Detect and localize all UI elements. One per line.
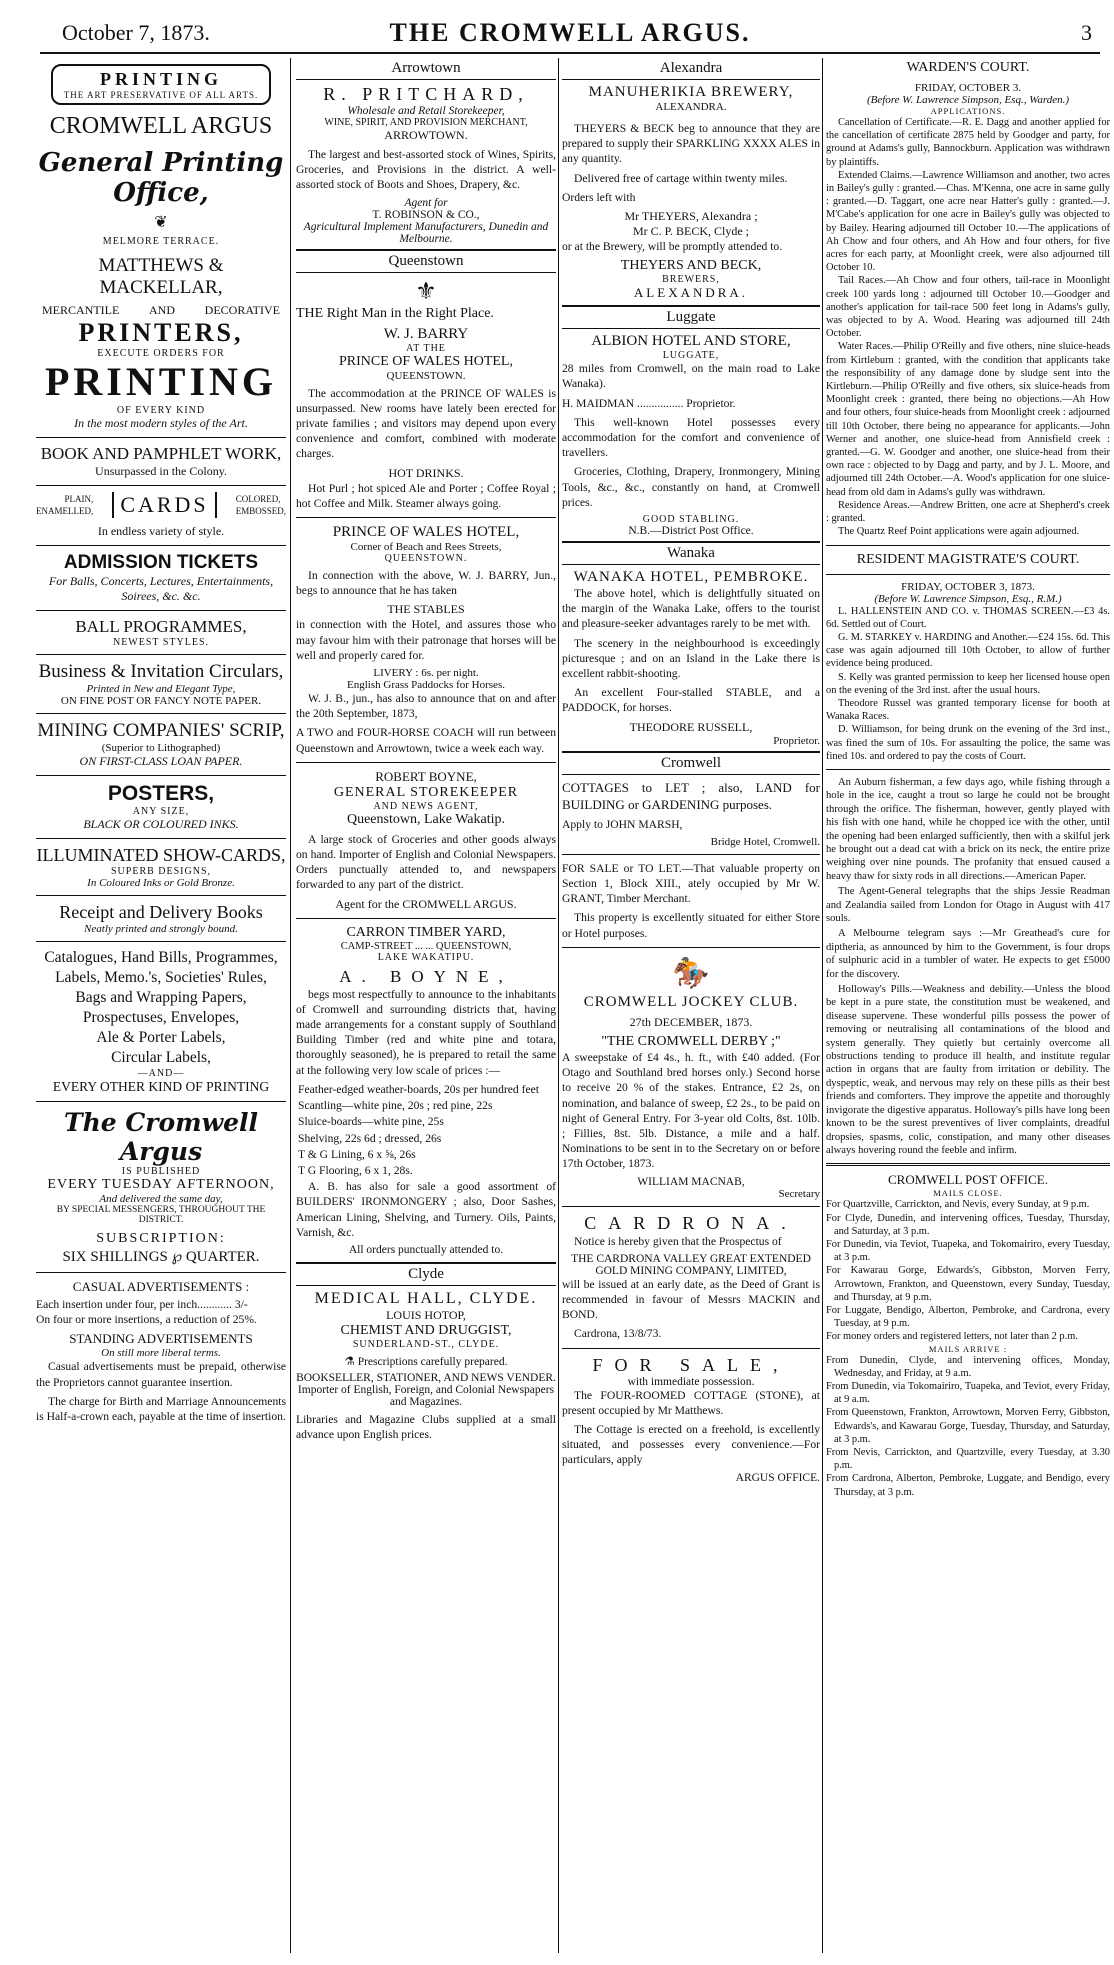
rm-report — [826, 605, 1110, 763]
cardrona-issued: will be issued at an early date, as the Deed of Grant is recommended in favour of Messrs MACKIN and BOND. — [562, 1277, 820, 1322]
liberal-terms: On still more liberal terms. — [101, 1347, 221, 1360]
bookseller: BOOKSELLER, STATIONER, AND NEWS VENDER. — [296, 1371, 556, 1384]
wanaka-scenery: The scenery in the neighbourhood is exceedingly picturesque ; and on an Island in the Lake there is excellent rabbit-shooting. — [562, 636, 820, 681]
cottages-heading: COTTAGES to LET ; also, LAND for BUILDING or GARDENING purposes. — [562, 779, 820, 812]
superb-designs: SUPERB DESIGNS, — [110, 866, 212, 877]
mail-close-item: For Quartzville, Carrickton, and Nevis, every Sunday, at 9 p.m. — [826, 1199, 1090, 1211]
coloured-inks: In Coloured Inks or Gold Bronze. — [87, 877, 235, 889]
unsurpassed: Unsurpassed in the Colony. — [95, 464, 227, 478]
theyers-beck: THEYERS AND BECK, — [620, 258, 762, 274]
argus-office: ARGUS OFFICE. — [735, 1471, 820, 1484]
mining-heading: MINING COMPANIES' SCRIP, — [37, 720, 285, 741]
wanaka-stable: An excellent Four-stalled STABLE, and a PADDOCK, for horses. — [562, 686, 820, 715]
ornament-icon: ❦ — [154, 214, 168, 231]
wardens-paragraph: The Quartz Reef Point applications were again adjourned. — [838, 526, 1080, 538]
delivered-same-day: And delivered the same day, — [99, 1193, 223, 1205]
english-grass: English Grass Paddocks for Horses. — [347, 679, 505, 692]
pwh-heading: PRINCE OF WALES HOTEL, — [339, 353, 513, 369]
business-heading: Business & Invitation Circulars, — [38, 661, 284, 682]
column-court-news — [826, 58, 1110, 1953]
catalogue-item: Labels, Memo.'s, Societies' Rules, — [55, 969, 267, 986]
price-item: T G Flooring, 6 x 1, 28s. — [298, 1163, 413, 1177]
orders-left: Orders left with — [562, 190, 636, 204]
albion-text: This well-known Hotel possesses every accommodation for the comfort and convenience of travellers. — [562, 415, 820, 460]
casual-heading: CASUAL ADVERTISEMENTS : — [72, 1279, 250, 1294]
charge-notice: The charge for Birth and Marriage Announcements is Half-a-crown each, payable at the time of insertion. — [36, 1394, 286, 1424]
racehorse-icon: 🏇 — [672, 956, 710, 990]
libraries: Libraries and Magazine Clubs supplied at a small advance upon English prices. — [296, 1412, 556, 1442]
or-brewery: or at the Brewery, will be promptly attended to. — [562, 240, 783, 254]
post-office-note: N.B.—District Post Office. — [628, 525, 754, 538]
paper-name: The Cromwell Argus — [63, 1108, 258, 1166]
wardens-paragraph: Residence Areas.—Andrew Britten, one acre at Shepherd's creek : granted. — [826, 499, 1110, 525]
price-item: Feather-edged weather-boards, 20s per hundred feet — [298, 1082, 539, 1096]
pritchard-trade: Wholesale and Retail Storekeeper, — [347, 105, 505, 117]
mercantile-row — [42, 303, 280, 318]
cards-heading: CARDS — [112, 492, 216, 518]
mail-arrive-item: From Cardrona, Alberton, Pembroke, Luggate, and Bendigo, every Thursday, at 3 p.m. — [826, 1473, 1110, 1498]
standing-heading: STANDING ADVERTISEMENTS — [69, 1331, 253, 1347]
agent-argus: Agent for the CROMWELL ARGUS. — [335, 896, 517, 911]
coach-text: A TWO and FOUR-HORSE COACH will run between Queenstown and Arrowtown, twice a week each way. — [296, 726, 556, 755]
ball-heading: BALL PROGRAMMES, — [75, 617, 247, 636]
hot-drinks: HOT DRINKS. — [388, 465, 464, 480]
wardens-report — [826, 116, 1110, 539]
cardrona-date: Cardrona, 13/8/73. — [574, 1327, 662, 1341]
divider — [296, 918, 556, 919]
wardens-paragraph: Water Races.—Philip O'Reilly and five others, nine sluice-heads from Kirtleburn : granted, with the condition that applicants take the responsibility of any damage done by sludge sent into the Kirtleburn.—Philip O'Reilly and five others, six sluice-heads from Moonlight creek : granted, there being no objections.—Ah How and four others, four sluice-heads from Moonlight creek : adjourned till 10th October, there being no appearance for applicants.—John Werner and another, one sluice-head from Annisfield creek : granted.—G. W. Goodger and another, one sluice-head from their own race : objected to by Dagg and party, and by J. L. Moore, and adjourned till 24th October.—A. Wood's application for one sluice-head from old dam in Adams's gully was withdrawn. — [826, 341, 1110, 498]
receipt-heading: Receipt and Delivery Books — [59, 902, 263, 922]
cardrona-notice: Notice is hereby given that the Prospectus of — [574, 1234, 782, 1248]
hotop-name: LOUIS HOTOP, — [386, 1307, 466, 1322]
enamelled-label: ENAMELLED, — [36, 506, 94, 516]
theyers-text: THEYERS & BECK beg to announce that they are prepared to supply their SPARKLING XXXX ALES in any quantity. — [562, 122, 820, 166]
all-orders: All orders punctually attended to. — [348, 1243, 504, 1256]
four-more: On four or more insertions, a reduction of 25%. — [36, 1313, 257, 1327]
chemist: CHEMIST AND DRUGGIST, — [340, 1322, 512, 1338]
divider — [562, 1206, 820, 1207]
rm-paragraph: Theodore Russel was granted temporary license for booth at Wanaka Races. — [826, 697, 1110, 723]
divider — [826, 769, 1110, 770]
colored-label: COLORED, — [235, 494, 281, 504]
and-separator: —AND— — [137, 1068, 185, 1079]
mails-arrive-list — [826, 1354, 1110, 1499]
divider — [826, 545, 1110, 546]
issue-date: October 7, 1873. — [62, 20, 210, 45]
brewers: BREWERS, — [662, 274, 720, 286]
prescriptions — [296, 1354, 556, 1368]
price-list — [296, 1082, 556, 1178]
divider — [36, 1101, 286, 1102]
agri-manufacturers: Agricultural Implement Manufacturers, Dunedin and Melbourne. — [303, 220, 549, 245]
section-queenstown: Queenstown — [296, 249, 556, 273]
for-sale-text: FOR SALE or TO LET.—That valuable property on Section 1, Block XIII., ately occupied by Mr W. GRANT, Timber Merchant. — [562, 861, 820, 906]
masthead — [40, 10, 1100, 54]
modern-styles: In the most modern styles of the Art. — [74, 416, 248, 430]
cards-left — [36, 493, 93, 517]
catalogue-list — [36, 948, 286, 1068]
macnab-title: Secretary — [778, 1187, 820, 1200]
coach-intro: W. J. B., jun., has also to announce that on and after the 20th September, 1873, — [296, 692, 556, 721]
cards-variety: In endless variety of style. — [97, 524, 225, 538]
boyne-trade: GENERAL STOREKEEPER — [333, 784, 519, 800]
wardens-paragraph: Cancellation of Certificate.—R. E. Dagg and another applied for the cancellation of certificate 2875 held by Goodger and party, for ground at Adams's gully, Bannockburn. Application was withdrawn by plaintiffs. — [826, 117, 1110, 168]
office-subtitle: General Printing Office, — [38, 148, 284, 208]
superior: (Superior to Lithographed) — [101, 742, 221, 754]
divider — [562, 854, 820, 855]
carron-heading: CARRON TIMBER YARD, — [346, 924, 506, 940]
mail-arrive-item: From Dunedin, via Tokomairiro, Tuapeka, and Teviot, every Friday, at 9 a.m. — [826, 1380, 1110, 1406]
albion-groceries: Groceries, Clothing, Drapery, Ironmongery, Mining Tools, &c., &c., constantly on hand, at Cromwell prices. — [562, 465, 820, 509]
section-clyde: Clyde — [296, 1262, 556, 1286]
fine-post: ON FINE POST OR FANCY NOTE PAPER. — [60, 695, 262, 707]
printing-heading: PRINTING — [44, 359, 278, 404]
mail-close-item: For Dunedin, via Teviot, Tuapeka, and Tokomairiro, every Tuesday, at 3 p.m. — [826, 1238, 1110, 1264]
stables-heading: THE STABLES — [387, 602, 465, 617]
pritchard-text: The largest and best-assorted stock of Wines, Spirits, Groceries, and Provisions in the district. A well-assorted stock of Boots and Shoes, Drapery, &c. — [296, 148, 556, 192]
divider — [36, 838, 286, 839]
printed-in: Printed in New and Elegant Type, — [86, 683, 236, 695]
pwh2-town: QUEENSTOWN. — [384, 553, 468, 565]
column-arrowtown-queenstown — [296, 58, 556, 1953]
news-paragraph: Holloway's Pills.—Weakness and debility.—Unless the blood be kept in a pure state, the constitution must be weakened, and disease supervene. These wonderful pills possess the power of removing or neutralising all contaminations of the blood and system generally. They quietly but certainly overcome all obstructions tending to produce ill health, and institute regular action in organs that are faulty from irritation or debility. The dyspeptic, weak, and nervous may rely on these pills as their best friends and comforters. They improve the appetite and thoroughly invigorate the digestive apparatus. Holloway's pills have long been known to be the surest preventives of liver complaints, dreadful dropsies, spasms, colic, constipation, and many other diseases always hovering round the feeble and infirm. — [826, 984, 1110, 1156]
cardrona-company: THE CARDRONA VALLEY GREAT EXTENDED GOLD MINING COMPANY, LIMITED, — [571, 1252, 811, 1277]
a-boyne-text: begs most respectfully to announce to the inhabitants of Cromwell and surrounding districts that, having made arrangements for a constant supply of Southland Building Timber (red and white pine and totara, thoroughly seasoned), he is prepared to retail the same at the following very low scale of prices :— — [296, 987, 556, 1077]
hot-drinks-text: Hot Purl ; hot spiced Ale and Porter ; Coffee Royal ; hot Coffee and Milk. Steamer always going. — [296, 481, 556, 510]
any-size: ANY SIZE, — [132, 806, 190, 817]
rm-paragraph: S. Kelly was granted permission to keep her licensed house open on the evening of the 3rd inst. after the usual hours. — [826, 671, 1110, 696]
column-rule — [290, 58, 291, 1953]
divider — [296, 517, 556, 518]
divider — [296, 762, 556, 763]
jockey-date: 27th DECEMBER, 1873. — [629, 1014, 753, 1029]
albion-heading: ALBION HOTEL AND STORE, — [591, 333, 791, 350]
boyne-news: AND NEWS AGENT, — [373, 800, 479, 812]
divider — [562, 947, 820, 948]
at-the: AT THE — [406, 342, 446, 354]
mail-close-item: For money orders and registered letters, not later than 2 p.m. — [826, 1331, 1078, 1343]
rm-paragraph: L. HALLENSTEIN AND CO. v. THOMAS SCREEN.—£3 4s. 6d. Settled out of Court. — [826, 605, 1110, 630]
delivered-text: Delivered free of cartage within twenty miles. — [574, 171, 788, 185]
catalogue-item: Prospectuses, Envelopes, — [82, 1009, 240, 1026]
prepaid-notice: Casual advertisements must be prepaid, otherwise the Proprietors cannot guarantee insertion. — [36, 1360, 286, 1389]
banner-title: PRINTING — [99, 69, 222, 89]
neatly: Neatly printed and strongly bound. — [84, 923, 238, 935]
sunderland: SUNDERLAND-ST., CLYDE. — [352, 1338, 500, 1350]
rm-before: (Before W. Lawrence Simpson, Esq., R.M.) — [874, 592, 1062, 605]
mortar-icon: ⚗ — [344, 1355, 358, 1368]
for-sale-heading: FOR SALE, — [592, 1354, 790, 1375]
divider — [36, 654, 286, 655]
column-rule — [558, 58, 559, 1953]
office-name: CROMWELL ARGUS — [49, 113, 273, 139]
catalogue-item: Bags and Wrapping Papers, — [75, 989, 247, 1006]
property-text: This property is excellently situated for either Store or Hotel purposes. — [562, 911, 820, 940]
pwh-town: QUEENSTOWN. — [386, 369, 466, 382]
divider — [826, 1163, 1110, 1166]
news-paragraph: The Agent-General telegraphs that the ships Jessie Readman and Zealandia sailed from London for Otago in August with 417 souls. — [826, 886, 1110, 924]
decorative-label: DECORATIVE — [204, 303, 280, 317]
sweepstake-text: A sweepstake of £4 4s., h. ft., with £40 added. (For Otago and Southland bred horses only.) Second horse to receive 20 % of the stakes. Entrance, £2 2s, on nomination, and balance of sweep, £2 2s., to be paid on night of General Entry. For 3-year old Colts, 8st. 10lb. ; Fillies, 8st. 5lb. Distance, a mile and a half. Nominations to be sent in to the Secretary on or before 17th October, 1873. — [562, 1050, 820, 1171]
each-insertion: Each insertion under four, per inch............ 3/- — [36, 1298, 248, 1311]
wardens-paragraph: Extended Claims.—Lawrence Williamson and another, two acres in Bailey's gully : granted.—Chas. M'Kenna, one acre in same gully : granted.—D. Taggart, one acre near Hatter's gully : granted.—J. M'Cabe's application for one acre in Bailey's gully was objected to by Bailey. Hearing adjourned till October 10.—The applications of Ah Chow and four others, and Ah How and four others, for five acres for each party, at Moonlight creek, were also adjourned till October 10. — [826, 169, 1110, 274]
right-man: THE Right Man in the Right Place. — [296, 305, 494, 321]
column-printing-office — [36, 58, 286, 1953]
printing-banner — [51, 64, 271, 105]
pritchard-town: ARROWTOWN. — [384, 128, 468, 142]
boyne-name: ROBERT BOYNE, — [375, 768, 477, 784]
apply-marsh: Apply to JOHN MARSH, — [562, 817, 683, 831]
rm-paragraph: D. Williamson, for being drunk on the evening of the 3rd inst., was fined the sum of 10s. For assaulting the police, the same was fined 10s. and ordered to pay the costs of Court. — [826, 724, 1110, 762]
stables-text: in connection with the Hotel, and assures those who may favour him with their patronage that horses will be well and properly cared for. — [296, 618, 556, 662]
luggate-caps: LUGGATE, — [662, 350, 720, 362]
news-paragraph: A Melbourne telegram says :—Mr Greathead's cure for diptheria, as announced by him to the Government, is four drops of sulphuric acid in a tumbler of water. He expects to get £5000 for the discovery. — [826, 928, 1110, 980]
messengers: BY SPECIAL MESSENGERS, THROUGHOUT THE DISTRICT. — [56, 1205, 266, 1225]
catalogue-item: Ale & Porter Labels, — [96, 1029, 226, 1046]
subscription-price: SIX SHILLINGS ℘ QUARTER. — [62, 1249, 260, 1265]
section-cromwell: Cromwell — [562, 751, 820, 775]
inks: BLACK OR COLOURED INKS. — [83, 817, 239, 831]
execute-orders: EXECUTE ORDERS FOR — [97, 348, 225, 359]
brewery-heading: MANUHERIKIA BREWERY, — [588, 84, 794, 100]
maidman: H. MAIDMAN ................ Proprietor. — [562, 396, 736, 410]
every-kind: OF EVERY KIND — [116, 405, 206, 416]
cottage-text: The FOUR-ROOMED COTTAGE (STONE), at present occupied by Mr Matthews. — [562, 1388, 820, 1417]
section-wanaka: Wanaka — [562, 541, 820, 565]
firm-name: MATTHEWS & MACKELLAR, — [98, 255, 224, 298]
robinson: T. ROBINSON & CO., — [372, 208, 480, 221]
boyne-place: Queenstown, Lake Wakatip. — [346, 811, 505, 827]
book-work: BOOK AND PAMPHLET WORK, — [40, 444, 282, 463]
banner-subtitle: THE ART PRESERVATIVE OF ALL ARTS. — [63, 90, 259, 100]
mails-close: MAILS CLOSE. — [933, 1188, 1003, 1199]
mail-arrive-item: From Queenstown, Frankton, Arrowtown, Morven Ferry, Gibbston, Edwards's, and Kawarau Gorge, Tuesday, Thursday, and Saturday, at 3 p.m. — [826, 1407, 1110, 1445]
mr-theyers: Mr THEYERS, Alexandra ; — [624, 209, 758, 224]
wardens-heading: WARDEN'S COURT. — [906, 60, 1030, 75]
embossed-label: EMBOSSED, — [235, 506, 286, 516]
price-item: T & G Lining, 6 x ⅝, 26s — [298, 1147, 416, 1161]
pwh-accommodation: The accommodation at the PRINCE OF WALES is unsurpassed. New rooms have lately been erected for private families ; and visitors may depend upon every convenience and comfort, combined with moderate charges. — [296, 386, 556, 461]
immediate-possession: with immediate possession. — [627, 1375, 755, 1388]
brewery-town: ALEXANDRA. — [655, 101, 727, 113]
and-label: AND — [149, 303, 175, 317]
loan-paper: ON FIRST-CLASS LOAN PAPER. — [79, 754, 243, 768]
divider — [826, 574, 1110, 575]
mail-arrive-item: From Nevis, Carrickton, and Quartzville, every Tuesday, at 3.30 p.m. — [826, 1446, 1110, 1472]
catalogue-item: Catalogues, Hand Bills, Programmes, — [44, 949, 278, 966]
wardens-before: (Before W. Lawrence Simpson, Esq., Warden.) — [866, 94, 1070, 106]
illuminated-heading: ILLUMINATED SHOW-CARDS, — [36, 845, 286, 865]
prescriptions-text: Prescriptions carefully prepared. — [357, 1355, 508, 1368]
pwh2-corner: Corner of Beach and Rees Streets, — [350, 541, 502, 554]
mail-arrive-item: From Dunedin, Clyde, and intervening offices, Monday, Wednesday, and Friday, at 9 a.m. — [826, 1354, 1110, 1379]
mail-close-item: For Luggate, Bendigo, Alberton, Pembroke, and Cardrona, every Tuesday, at 9 p.m. — [826, 1304, 1110, 1330]
office-address: MELMORE TERRACE. — [102, 236, 220, 247]
admission-heading: ADMISSION TICKETS — [63, 552, 259, 573]
printers-heading: PRINTERS, — [78, 318, 244, 347]
importer: Importer of English, Foreign, and Colonial Newspapers and Magazines. — [297, 1383, 555, 1408]
ironmongery-text: A. B. has also for sale a good assortment of BUILDERS' IRONMONGERY ; also, Door Sashes, American Lining, Shelving, and Turnery. Oils, Paints, Varnish, &c. — [296, 1180, 556, 1239]
carron-street: CAMP-STREET ... ... QUEENSTOWN, — [340, 940, 512, 952]
catalogue-item: Circular Labels, — [111, 1049, 211, 1066]
column-alexandra-cromwell — [562, 58, 820, 1953]
cards-right — [236, 493, 286, 517]
wanaka-hotel: WANAKA HOTEL, PEMBROKE. — [573, 569, 809, 586]
plain-label: PLAIN, — [64, 494, 94, 504]
russell-title: Proprietor. — [773, 734, 820, 747]
divider — [36, 775, 286, 776]
page-number: 3 — [1081, 20, 1092, 45]
wardens-paragraph: Tail Races.—Ah Chow and four others, tail-race in Moonlight creek 100 yards long : adjourned till October 10.—Goodger and another's application for tail-race 500 feet long in Adams's gully, was objected to by A. Wood. Hearing was adjourned till 24th October. — [826, 275, 1110, 340]
divider — [36, 713, 286, 714]
wanaka-text: The above hotel, which is delightfully situated on the margin of the Wanaka Lake, offers to the tourist and pleasure-seeker advantages rarely to be met with. — [562, 587, 820, 631]
admission-for: For Balls, Concerts, Lectures, Entertainments, Soirees, &c. &c. — [48, 574, 274, 603]
divider — [36, 895, 286, 896]
newest-styles: NEWEST STYLES. — [112, 637, 210, 648]
mail-close-item: For Kawarau Gorge, Edwards's, Gibbston, Morven Ferry, Arrowtown, Frankton, and Queenstown, every Sunday, Tuesday, and Thursday, at 9 p.m. — [826, 1265, 1110, 1303]
alexandra-sign: ALEXANDRA. — [633, 285, 749, 301]
section-arrowtown: Arrowtown — [296, 58, 556, 80]
bridge-hotel: Bridge Hotel, Cromwell. — [710, 835, 820, 848]
divider — [36, 485, 286, 486]
russell: THEODORE RUSSELL, — [629, 719, 753, 734]
divider — [562, 1348, 820, 1349]
rm-paragraph: G. M. STARKEY v. HARDING and Another.—£24 15s. 6d. This case was again adjourned till 10th October, to allow of further evidence being produced. — [826, 631, 1110, 670]
pritchard-heading: R. PRITCHARD, — [323, 84, 529, 104]
mr-beck: Mr C. P. BECK, Clyde ; — [632, 224, 749, 239]
price-item: Scantling—white pine, 20s ; red pine, 22s — [298, 1099, 493, 1113]
divider — [36, 437, 286, 438]
divider — [36, 545, 286, 546]
wardens-date: FRIDAY, OCTOBER 3. — [914, 82, 1022, 94]
mail-close-item: For Clyde, Dunedin, and intervening offices, Tuesday, Thursday, and Saturday, at 3 p.m. — [826, 1212, 1110, 1237]
rm-heading: RESIDENT MAGISTRATE'S COURT. — [856, 551, 1080, 567]
carron-lake: LAKE WAKATIPU. — [377, 951, 475, 963]
price-item: Shelving, 22s 6d ; dressed, 26s — [298, 1131, 442, 1145]
every-other: EVERY OTHER KIND OF PRINTING — [52, 1079, 270, 1094]
news-paragraph: An Auburn fisherman, a few days ago, while fishing through a hole in the ice, caught a trout so large he could not be brought through the orifice. The fisherman, however, gently played with his fish with one hand, while he chopped ice with the other, until the opening had been enlarged sufficiently, then with a skilful jerk he brought out a dead cat with a brick on its neck, the entire prize weighing over nine pounds. The profanity that ensued caused a heavy thaw for sixty rods in all directions.—American Paper. — [826, 776, 1110, 882]
cards-row — [36, 492, 286, 518]
luggate-miles: 28 miles from Cromwell, on the main road to Lake Wanaka). — [562, 362, 820, 391]
rm-date: FRIDAY, OCTOBER 3, 1873. — [901, 580, 1035, 593]
applications-heading: APPLICATIONS. — [930, 106, 1006, 116]
freehold-text: The Cottage is erected on a freehold, is excellently situated, and possesses every convenience.—For particulars, apply — [562, 1422, 820, 1467]
divider — [36, 941, 286, 942]
post-heading: CROMWELL POST OFFICE. — [888, 1172, 1048, 1188]
a-boyne-heading: A. BOYNE, — [339, 966, 513, 986]
news-items — [826, 776, 1110, 1157]
pritchard-wine: WINE, SPIRIT, AND PROVISION MERCHANT, — [324, 117, 528, 128]
subscription-heading: SUBSCRIPTION: — [96, 1231, 226, 1246]
good-stabling: GOOD STABLING. — [642, 514, 740, 526]
is-published: IS PUBLISHED — [121, 1166, 201, 1177]
stables-intro: In connection with the above, W. J. BARRY, Jun., begs to announce that he has taken — [296, 569, 556, 598]
every-tuesday: EVERY TUESDAY AFTERNOON, — [47, 1177, 275, 1192]
section-luggate: Luggate — [562, 305, 820, 329]
macnab: WILLIAM MACNAB, — [637, 1175, 745, 1188]
boyne-text: A large stock of Groceries and other goods always on hand. Importer of English and Colonial Newspapers. Orders punctually attended to, and newspapers forwarded to any part of the district. — [296, 832, 556, 892]
mails-close-list — [826, 1198, 1110, 1343]
derby-heading: "THE CROMWELL DERBY ;" — [601, 1033, 781, 1049]
newspaper-title: THE CROMWELL ARGUS. — [389, 18, 751, 47]
divider — [36, 1272, 286, 1273]
column-rule — [822, 58, 823, 1953]
livery: LIVERY : 6s. per night. — [373, 667, 479, 680]
posters-heading: POSTERS, — [107, 782, 215, 805]
pwh2-heading: PRINCE OF WALES HOTEL, — [332, 524, 520, 541]
mercantile-label: MERCANTILE — [42, 303, 120, 317]
price-item: Sluice-boards—white pine, 25s — [298, 1115, 444, 1129]
crest-icon: ⚜ — [415, 278, 437, 305]
cardrona-heading: CARDRONA. — [584, 1212, 798, 1233]
medical-hall: MEDICAL HALL, CLYDE. — [314, 1289, 538, 1307]
barry-name: W. J. BARRY — [383, 325, 469, 342]
agent-for: Agent for — [404, 196, 448, 209]
divider — [36, 610, 286, 611]
mails-arrive: MAILS ARRIVE : — [928, 1343, 1008, 1354]
section-alexandra: Alexandra — [562, 58, 820, 80]
jockey-heading: CROMWELL JOCKEY CLUB. — [583, 993, 799, 1010]
